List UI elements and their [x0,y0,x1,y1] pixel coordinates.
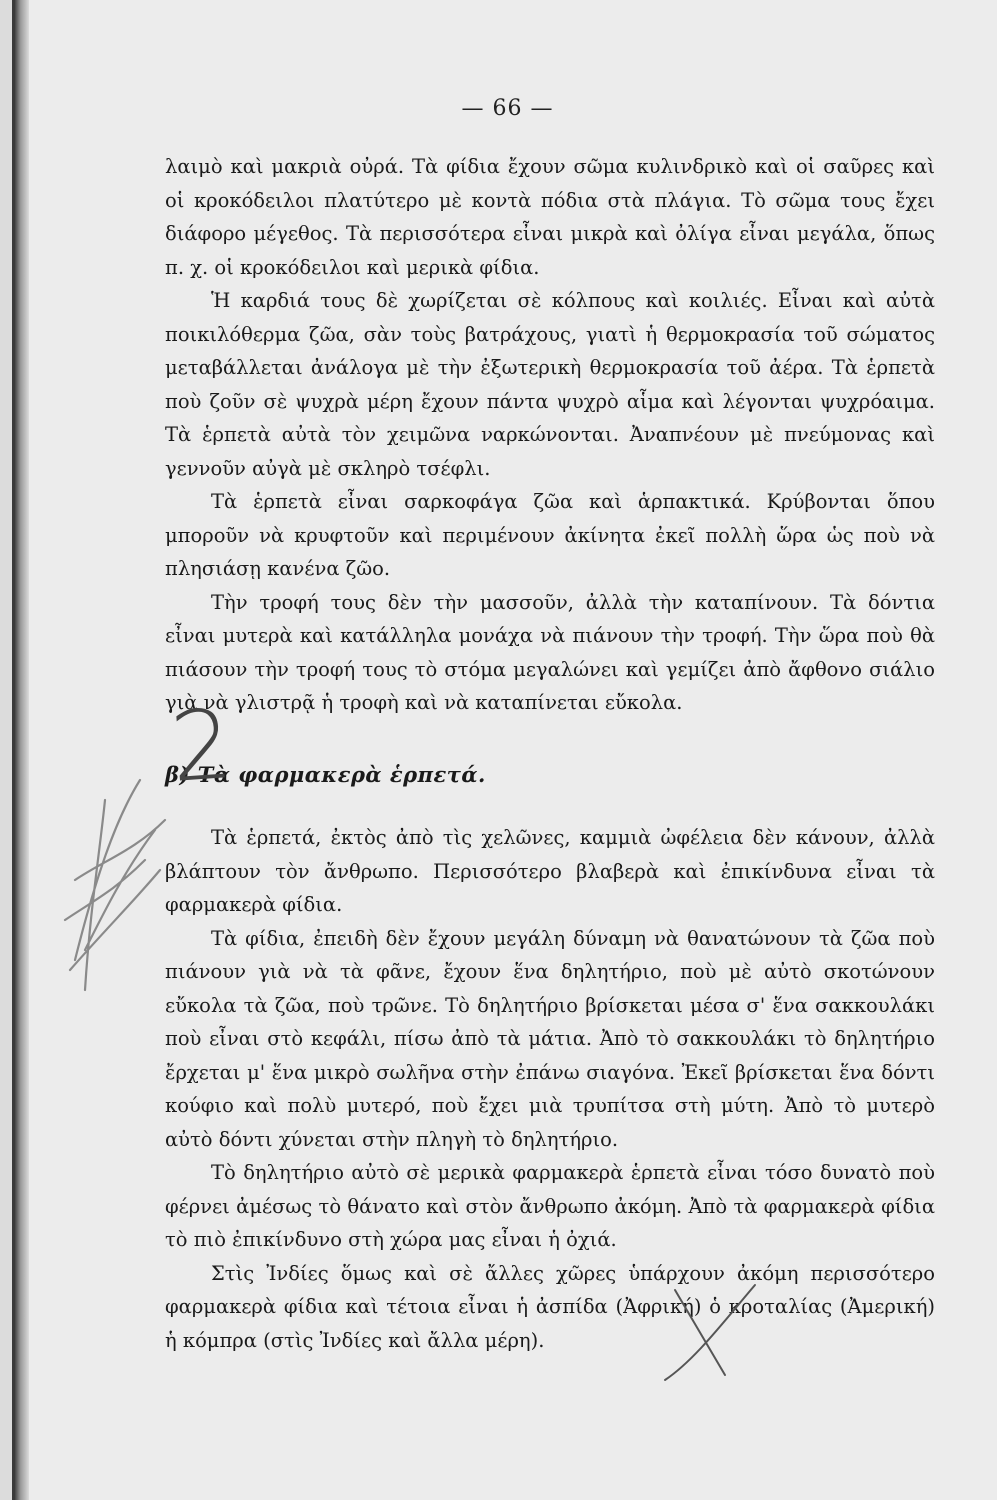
paragraph: Τὰ φίδια, ἐπειδὴ δὲν ἔχουν μεγάλη δύναμη νὰ θανατώνουν τὰ ζῶα ποὺ πιάνουν γιὰ νὰ τὰ φᾶνε, ἔχουν ἕνα δηλητήριο, ποὺ μὲ αὐτὸ σκοτώνουν εὔκολα τὰ ζῶα, ποὺ τρῶνε. Τὸ δηλητήριο βρίσκεται μέσα σ' ἕνα σακκουλάκι ποὺ εἶναι στὸ κεφάλι, πίσω ἀπὸ τὰ μάτια. Ἀπὸ τὸ σακκουλάκι τὸ δηλητήριο ἔρχεται μ' ἕνα μικρὸ σωλῆνα στὴν ἐπάνω σιαγόνα. Ἐκεῖ βρίσκεται ἕνα δόντι κούφιο καὶ πολὺ μυτερό, ποὺ ἔχει μιὰ τρυπίτσα στὴ μύτη. Ἀπὸ τὸ μυτερὸ αὐτὸ δόντι χύνεται στὴν πληγὴ τὸ δηλητήριο. [165,926,935,1151]
paragraph: λαιμὸ καὶ μακριὰ οὐρά. Τὰ φίδια ἔχουν σῶμα κυλινδρικὸ καὶ οἱ σαῦρες καὶ οἱ κροκόδειλοι πλατύτερο μὲ κοντὰ πόδια στὰ πλάγια. Τὸ σῶμα τους ἔχει διάφορο μέγεθος. Τὰ περισσότερα εἶναι μικρὰ καὶ ὀλίγα εἶναι μεγάλα, ὅπως π. χ. οἱ κροκόδειλοι καὶ μερικὰ φίδια. [165,155,935,279]
paragraph: Τὰ ἑρπετά, ἐκτὸς ἀπὸ τὶς χελῶνες, καμμιὰ ὠφέλεια δὲν κάνουν, ἀλλὰ βλάπτουν τὸν ἄνθρωπο. Περισσότερο βλαβερὰ καὶ ἐπικίνδυνα εἶναι τὰ φαρμακερὰ φίδια. [165,826,935,916]
paragraph: Τὰ ἑρπετὰ εἶναι σαρκοφάγα ζῶα καὶ ἁρπακτικά. Κρύβονται ὅπου μποροῦν νὰ κρυφτοῦν καὶ περιμένουν ἀκίνητα ἐκεῖ πολλὴ ὥρα ὡς ποὺ νὰ πλησιάσῃ κανένα ζῶο. [165,490,935,580]
paragraph: Τὴν τροφή τους δὲν τὴν μασσοῦν, ἀλλὰ τὴν καταπίνουν. Τὰ δόντια εἶναι μυτερὰ καὶ κατάλληλα μονάχα νὰ πιάνουν τὴν τροφή. Τὴν ὥρα ποὺ θὰ πιάσουν τὴν τροφή τους τὸ στόμα μεγαλώνει καὶ γεμίζει ἀπὸ ἄφθονο σιάλιο γιὰ νὰ γλιστρᾷ ἡ τροφὴ καὶ νὰ καταπίνεται εὔκολα. [165,590,935,714]
pencil-cross-mark [655,1280,765,1400]
section-heading: β) Τὰ φαρμακερὰ ἑρπετά. [165,761,486,787]
paragraph: Στὶς Ἰνδίες ὅμως καὶ σὲ ἄλλες χῶρες ὑπάρχουν ἀκόμη περισσότερο φαρμακερὰ φίδια καὶ τέτοια εἶναι ἡ ἀσπίδα (Ἀφρική) ὁ κροταλίας (Ἀμερική) ἡ κόμπρα (στὶς Ἰνδίες καὶ ἄλλα μέρη). [165,1261,935,1352]
paragraph: Ἡ καρδιά τους δὲ χωρίζεται σὲ κόλπους καὶ κοιλιές. Εἶναι καὶ αὐτὰ ποικιλόθερμα ζῶα, σὰν τοὺς βατράχους, γιατὶ ἡ θερμοκρασία τοῦ σώματος μεταβάλλεται ἀνάλογα μὲ τὴν ἐξωτερικὴ θερμοκρασία τοῦ ἀέρα. Τὰ ἑρπετὰ ποὺ ζοῦν σὲ ψυχρὰ μέρη ἔχουν πάντα ψυχρὸ αἷμα καὶ λέγονται ψυχρόαιμα. Τὰ ἑρπετὰ αὐτὰ τὸν χειμῶνα ναρκώνονται. Ἀναπνέουν μὲ πνεύμονας καὶ γεννοῦν αὐγὰ μὲ σκληρὸ τσέφλι. [165,289,935,480]
book-page [12,0,997,1500]
body-text [165,150,935,1357]
handwritten-numeral: 2 [167,688,236,804]
binding-edge [15,0,29,1500]
page-number: — 66 — [461,96,554,121]
handwritten-signature [45,760,175,1000]
paragraph: Τὸ δηλητήριο αὐτὸ σὲ μερικὰ φαρμακερὰ ἑρπετὰ εἶναι τόσο δυνατὸ ποὺ φέρνει ἀμέσως τὸ θάνατο καὶ στὸν ἄνθρωπο ἀκόμη. Ἀπὸ τὰ φαρμακερὰ φίδια τὸ πιὸ ἐπικίνδυνο στὴ χώρα μας εἶναι ἡ ὀχιά. [165,1161,935,1251]
